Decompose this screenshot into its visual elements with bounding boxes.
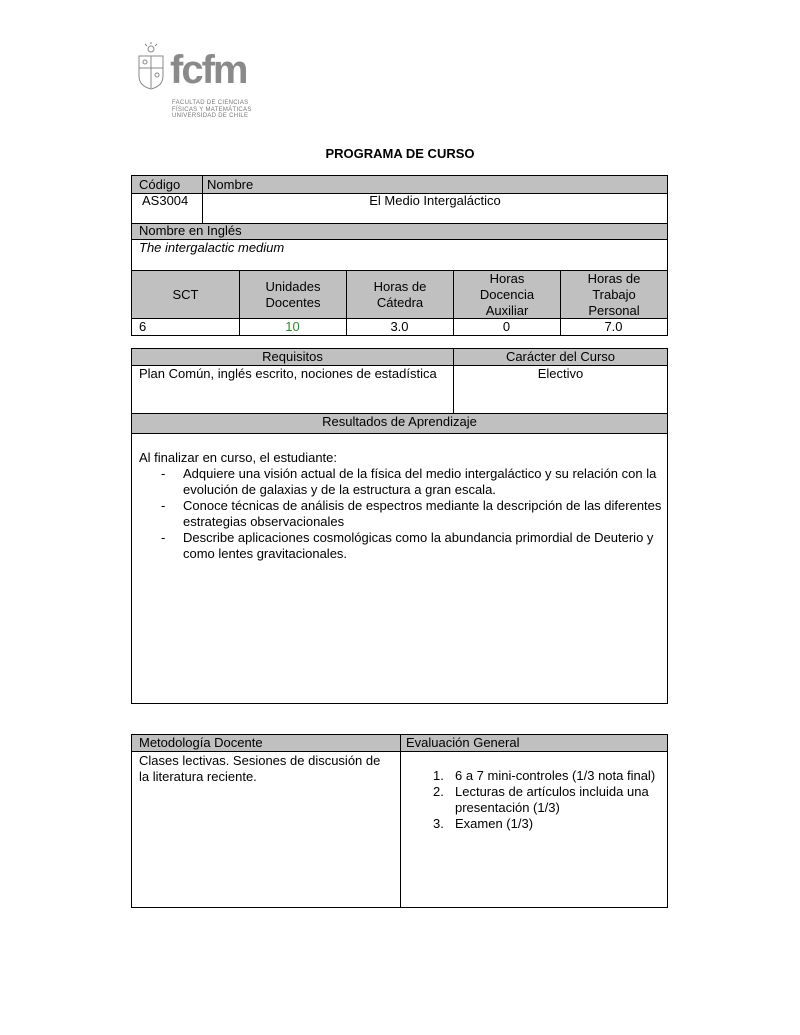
hours-table (131, 270, 668, 336)
english-name-label: Nombre en Inglés (139, 223, 242, 238)
personal-hours-value: 7.0 (604, 319, 623, 334)
outcome-item: - Conoce técnicas de análisis de espectros mediante la descripción de las diferentes estrategias observacionales (139, 498, 664, 530)
english-name: The intergalactic medium (139, 240, 285, 255)
course-name: El Medio Intergaláctico (369, 193, 501, 208)
university-seal-icon (136, 42, 166, 90)
course-code: AS3004 (142, 193, 189, 208)
hours-header-auxiliary: Horas Docencia Auxiliar (479, 271, 535, 318)
requirements-value: Plan Común, inglés escrito, nociones de estadística (139, 366, 437, 381)
hours-header-personal: Horas de Trabajo Personal (587, 271, 641, 318)
methodology-text: Clases lectivas. Sesiones de discusión de la literatura reciente. (139, 753, 381, 784)
course-info-table (131, 175, 668, 271)
hours-header-lecture: Horas de Cátedra (373, 279, 427, 310)
methodology-label: Metodología Docente (139, 735, 263, 750)
name-label: Nombre (207, 177, 254, 192)
evaluation-label: Evaluación General (406, 735, 520, 750)
requirements-outcomes-table (131, 348, 668, 704)
hours-header-sct: SCT (172, 287, 199, 302)
auxiliary-hours-value: 0 (502, 319, 511, 334)
units-value: 10 (285, 319, 300, 334)
outcomes-list (139, 466, 664, 562)
sct-value: 6 (139, 319, 147, 334)
evaluation-list (407, 768, 665, 832)
fcfm-logo (136, 42, 256, 120)
outcomes-label: Resultados de Aprendizaje (322, 414, 477, 429)
requirements-label: Requisitos (262, 349, 323, 364)
logo-wordmark: fcfm (170, 48, 247, 92)
outcomes-intro: Al finalizar en curso, el estudiante: (139, 450, 337, 465)
outcome-item: - Describe aplicaciones cosmológicas como la abundancia primordial de Deuterio y como lentes gravitacionales. (139, 530, 664, 562)
page-title: PROGRAMA DE CURSO (325, 146, 475, 161)
logo-subtitle: FACULTAD DE CIENCIAS FÍSICAS Y MATEMÁTICAS UNIVERSIDAD DE CHILE (172, 100, 252, 119)
evaluation-item: 2. Lecturas de artículos incluida una presentación (1/3) (433, 784, 649, 815)
outcome-item: - Adquiere una visión actual de la física del medio intergaláctico y su relación con la evolución de galaxias y de la estructura a gran escala. (139, 466, 664, 498)
methodology-evaluation-table (131, 734, 668, 908)
lecture-hours-value: 3.0 (390, 319, 409, 334)
character-value: Electivo (537, 366, 584, 381)
evaluation-item: 3. Examen (1/3) (433, 816, 534, 831)
evaluation-item: 1. 6 a 7 mini-controles (1/3 nota final) (433, 768, 656, 783)
code-label: Código (139, 177, 181, 192)
character-label: Carácter del Curso (505, 349, 616, 364)
hours-header-units: Unidades Docentes (265, 279, 321, 310)
